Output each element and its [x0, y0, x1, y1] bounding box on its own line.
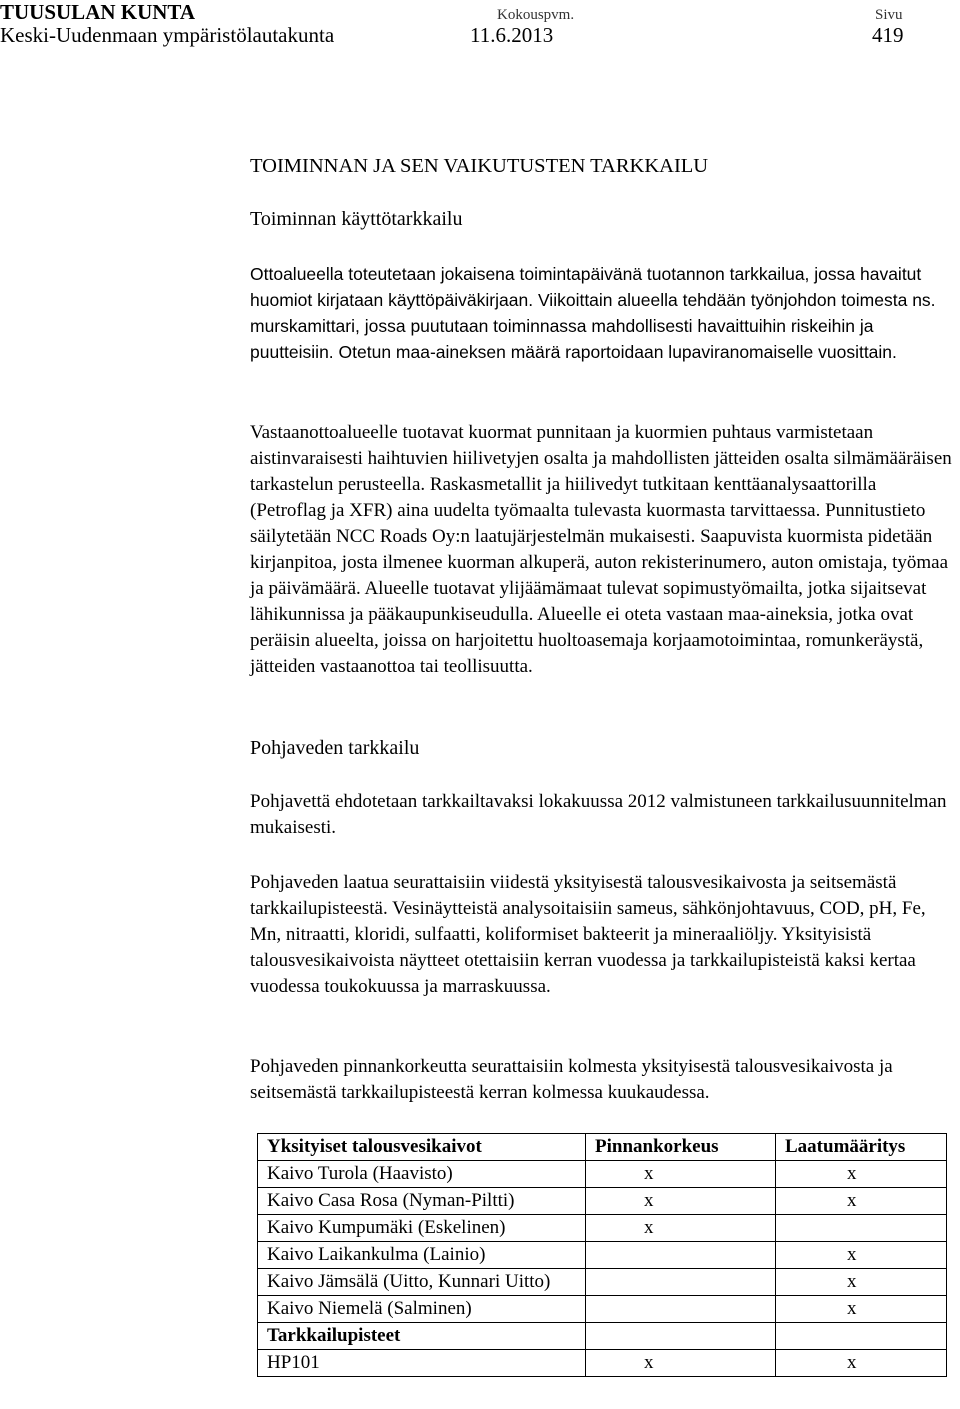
groundwater-paragraph-3	[250, 1054, 955, 1106]
water-level-cell: x	[586, 1161, 776, 1188]
water-quality-paragraph: Pohjaveden laatua seurattaisiin viidestä yksityisestä talousvesikaivosta ja seitsemästä tarkkailupisteestä. Vesinäytteistä analysoitaisiin sameus, sähkönjohtavuus, COD, pH, Fe, Mn, nitraatti, kloridi, sulfaatti, koliformiset bakteerit ja mineraaliöljy. Yksityisistä talousvesikaivoista näytteet otettaisiin kerran vuodessa ja tarkkailupisteistä kaksi kertaa vuodessa toukokuussa ja marraskuussa.	[250, 872, 926, 997]
monitoring-plan-paragraph: Pohjavettä ehdotetaan tarkkailtavaksi lokakuussa 2012 valmistuneen tarkkailusuunnitelman mukaisesti.	[250, 791, 947, 838]
empty-cell	[776, 1323, 947, 1350]
quality-cell: x	[776, 1161, 947, 1188]
well-name-cell: Kaivo Jämsälä (Uitto, Kunnari Uitto)	[258, 1269, 586, 1296]
meeting-date-label: Kokouspvm.	[497, 7, 575, 23]
table-header-row	[258, 1134, 947, 1161]
groundwater-paragraph-1	[250, 789, 955, 841]
quality-cell: x	[776, 1188, 947, 1215]
page-number: 419	[872, 23, 904, 47]
meeting-date: 11.6.2013	[470, 23, 554, 47]
column-header-wells: Yksityiset talousvesikaivot	[258, 1134, 586, 1161]
table-row	[258, 1296, 947, 1323]
well-name-cell: Kaivo Kumpumäki (Eskelinen)	[258, 1215, 586, 1242]
column-header-water-level: Pinnankorkeus	[586, 1134, 776, 1161]
groundwater-monitoring-heading: Pohjaveden tarkkailu	[250, 737, 420, 759]
paragraph-part-b: Viikoittain alueella tehdään työnjohdon toimesta ns. murskamittari, jossa puututaan toiminnassa mahdollisesti havaittuihin riskeihin ja puutteisiin. Otetun maa-aineksen määrä raportoidaan lupaviranomaiselle vuosittain.	[250, 290, 936, 362]
groundwater-paragraph-2	[250, 870, 955, 1000]
water-level-cell: x	[586, 1215, 776, 1242]
operation-monitoring-paragraph-1	[250, 261, 955, 365]
table-row	[258, 1188, 947, 1215]
column-header-quality: Laatumääritys	[776, 1134, 947, 1161]
well-name-cell: Kaivo Casa Rosa (Nyman-Piltti)	[258, 1188, 586, 1215]
well-name-cell: Kaivo Laikankulma (Lainio)	[258, 1242, 586, 1269]
quality-cell: x	[776, 1242, 947, 1269]
paragraph-part-a: Ottoalueella toteutetaan jokaisena toimintapäivänä tuotannon tarkkailua, jossa havaitut huomiot kirjataan käyttöpäiväkirjaan.	[250, 264, 922, 310]
table-subheading-row	[258, 1323, 947, 1350]
monitoring-wells-table	[257, 1133, 947, 1377]
water-level-paragraph: Pohjaveden pinnankorkeutta seurattaisiin kolmesta yksityisestä talousvesikaivosta ja seitsemästä tarkkailupisteestä kerran kolmessa kuukaudessa.	[250, 1056, 893, 1103]
water-level-cell	[586, 1269, 776, 1296]
quality-cell: x	[776, 1296, 947, 1323]
monitoring-point-cell: HP101	[258, 1350, 586, 1377]
table-row	[258, 1215, 947, 1242]
page-label: Sivu	[875, 7, 903, 23]
well-name-cell: Kaivo Turola (Haavisto)	[258, 1161, 586, 1188]
incoming-loads-paragraph: Vastaanottoalueelle tuotavat kuormat punnitaan ja kuormien puhtaus varmistetaan aistinvaraisesti haihtuvien hiilivetyjen osalta ja mahdollisten jätteiden osalta silmämääräisen tarkastelun perusteella. Raskasmetallit ja hiilivedyt tutkitaan kenttäanalysaattorilla (Petroflag ja XFR) aina uudelta työmaalta tulevasta kuormasta tarvittaessa. Punnitustieto säilytetään NCC Roads Oy:n laatujärjestelmän mukaisesti. Saapuvista kuormista pidetään kirjanpitoa, josta ilmenee kuorman alkuperä, auton rekisterinumero, auton omistaja, työmaa ja päivämäärä. Alueelle tuotavat ylijäämämaat tulevat sopimustyömailta, jotka sijaitsevat lähikunnissa ja pääkaupunkiseudulla. Alueelle ei oteta vastaan maa-aineksia, jotka ovat peräisin alueelta, joissa on harjoitettu huoltoasemaja korjaamotoimintaa, romunkeräystä, jätteiden vastaanottoa tai teollisuutta.	[250, 422, 952, 677]
operation-monitoring-paragraph-2	[250, 420, 955, 680]
table-row	[258, 1242, 947, 1269]
table-row	[258, 1161, 947, 1188]
quality-cell	[776, 1215, 947, 1242]
water-level-cell: x	[586, 1188, 776, 1215]
committee-name: Keski-Uudenmaan ympäristölautakunta	[0, 23, 335, 47]
water-level-cell	[586, 1242, 776, 1269]
operation-monitoring-heading: Toiminnan käyttötarkkailu	[250, 208, 463, 230]
monitoring-points-subheading: Tarkkailupisteet	[258, 1323, 586, 1350]
water-level-cell: x	[586, 1350, 776, 1377]
empty-cell	[586, 1323, 776, 1350]
section-title: TOIMINNAN JA SEN VAIKUTUSTEN TARKKAILU	[250, 155, 709, 177]
table-row	[258, 1350, 947, 1377]
water-level-cell	[586, 1296, 776, 1323]
municipality-name: TUUSULAN KUNTA	[0, 0, 196, 24]
well-name-cell: Kaivo Niemelä (Salminen)	[258, 1296, 586, 1323]
quality-cell: x	[776, 1269, 947, 1296]
quality-cell: x	[776, 1350, 947, 1377]
table-row	[258, 1269, 947, 1296]
